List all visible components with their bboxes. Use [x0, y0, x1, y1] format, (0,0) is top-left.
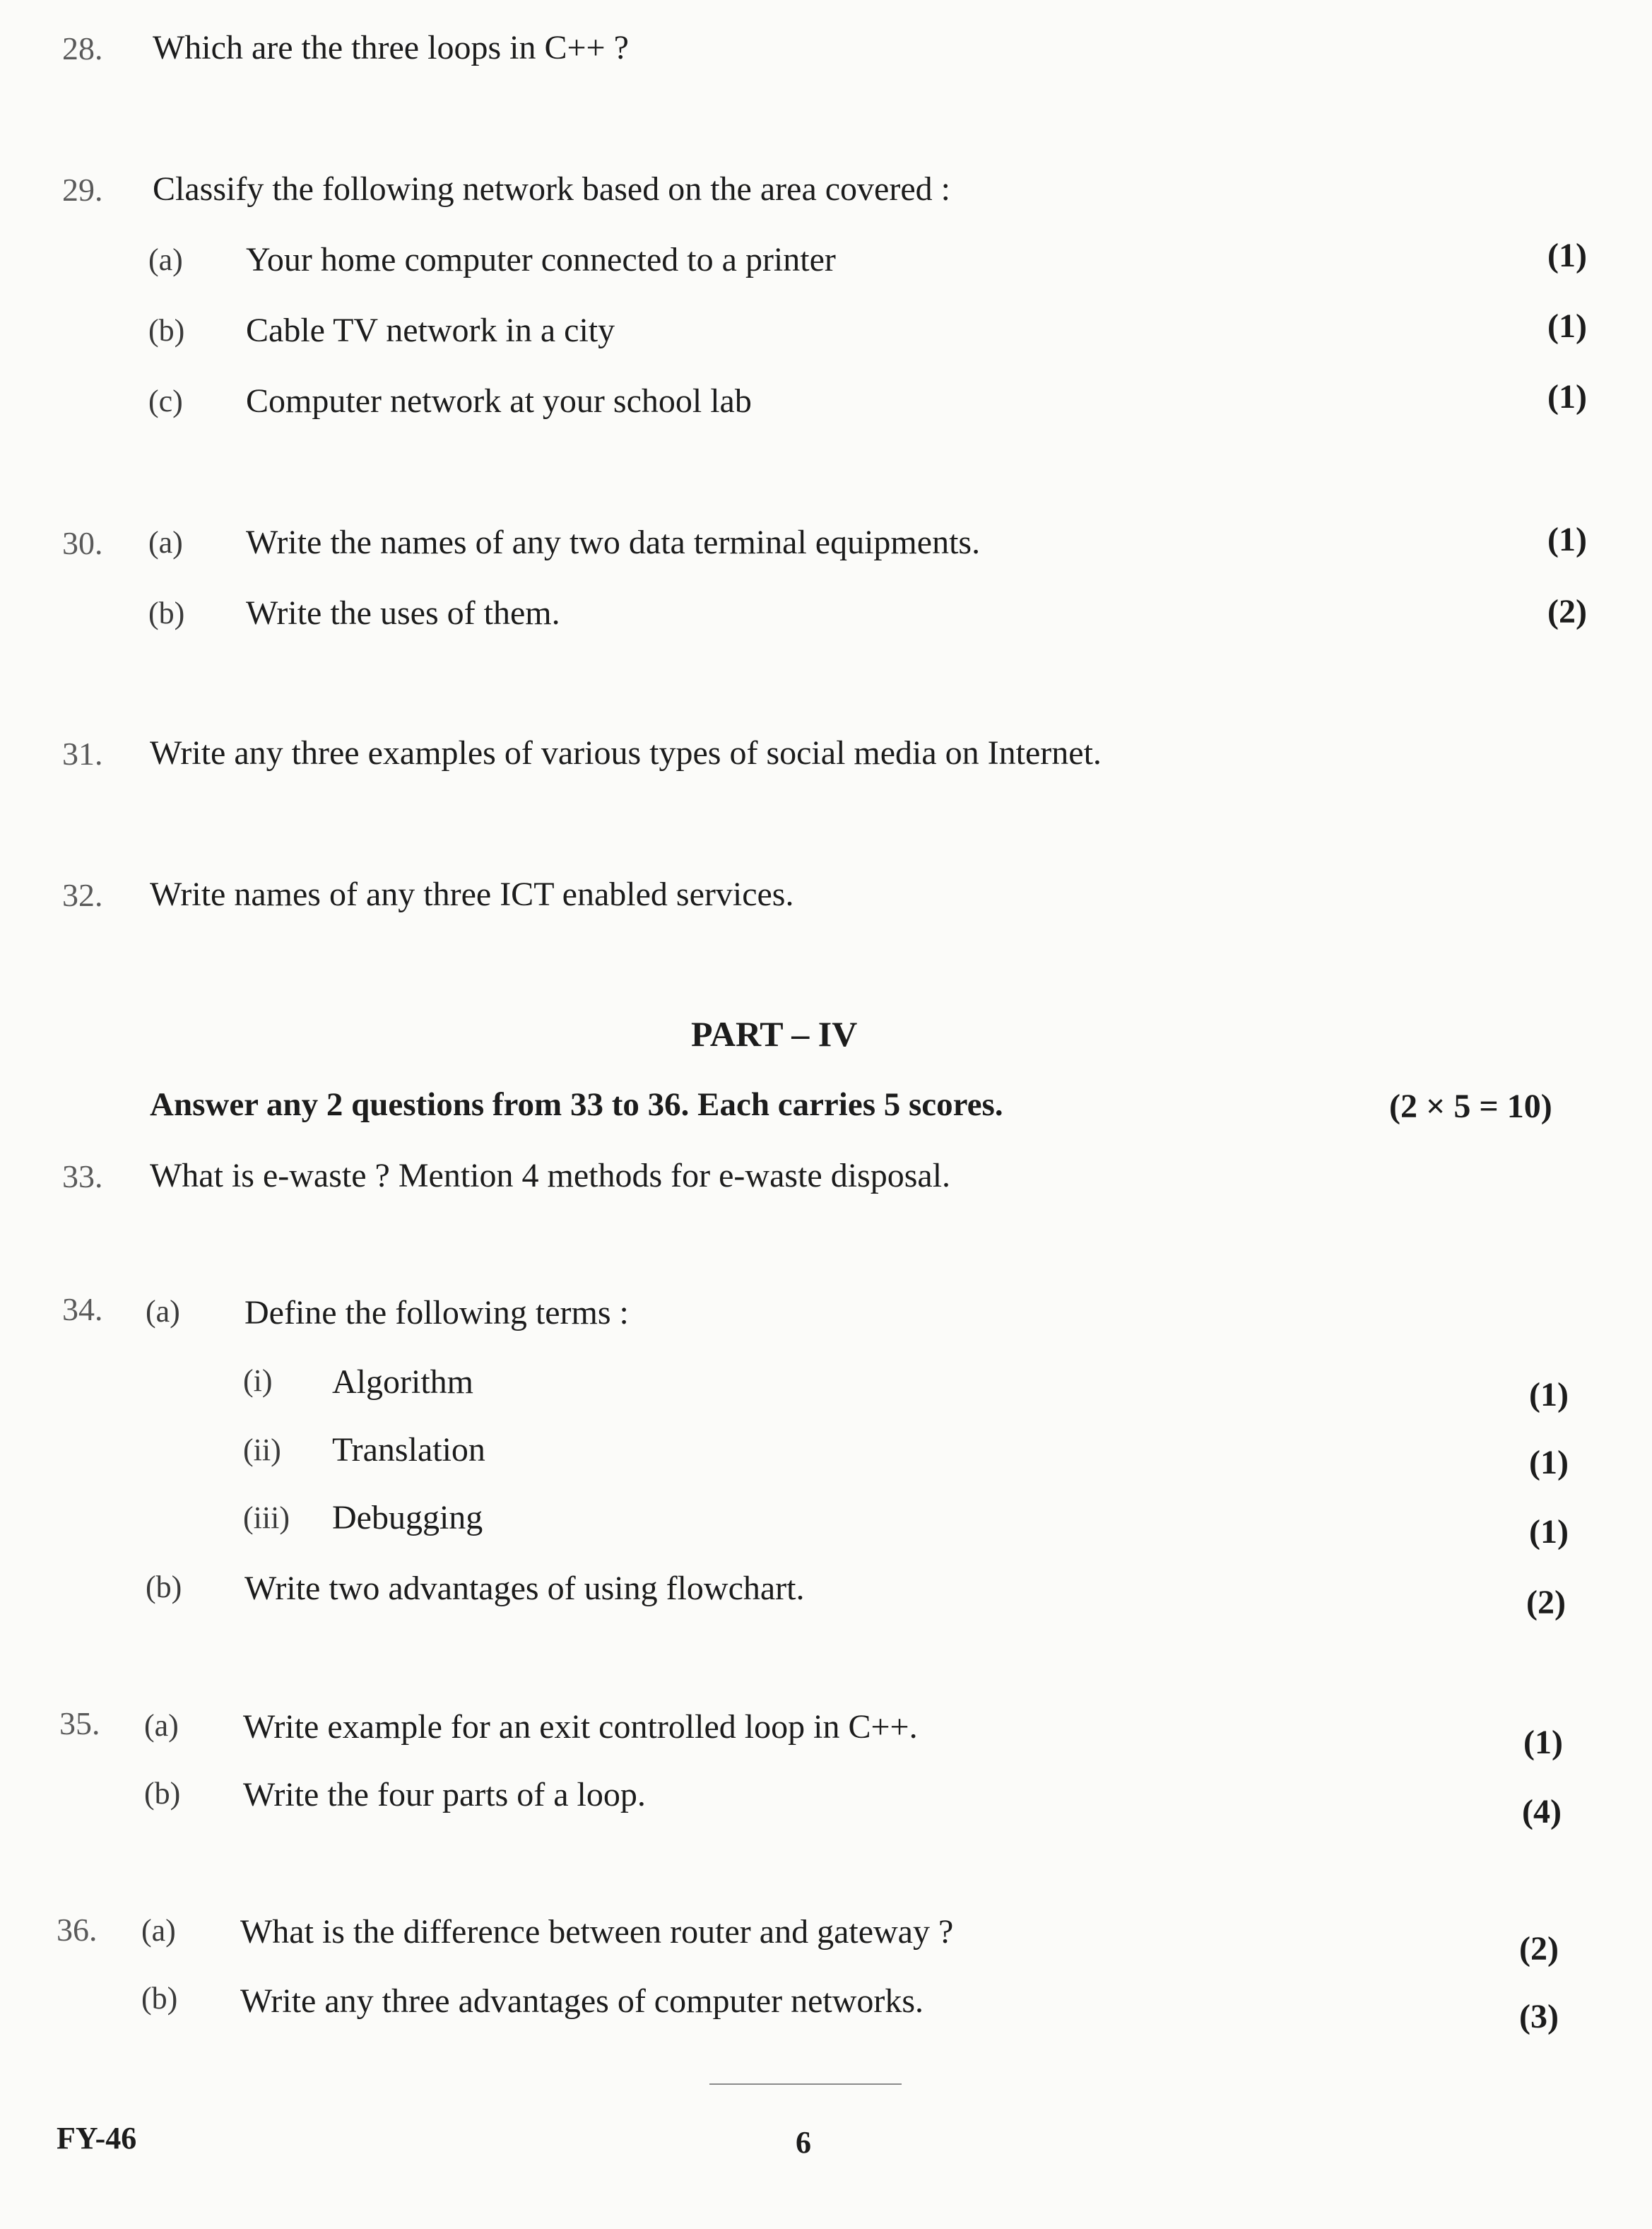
- question-number: 32.: [62, 877, 103, 913]
- part-text: What is the difference between router and gateway ?: [240, 1913, 954, 1951]
- question-number: 29.: [62, 172, 103, 208]
- subpart-label: (ii): [243, 1433, 281, 1467]
- part-label: (a): [146, 1294, 180, 1329]
- part-text: Cable TV network in a city: [246, 312, 615, 349]
- question-text: Write any three examples of various types of social media on Internet.: [150, 734, 1102, 772]
- subpart-label: (i): [243, 1363, 273, 1398]
- part-marks: (3): [1519, 1998, 1559, 2035]
- part-text: Define the following terms :: [244, 1294, 629, 1331]
- part-marks: (4): [1522, 1793, 1562, 1830]
- part-marks: (2): [1547, 593, 1587, 630]
- question-number: 33.: [62, 1158, 103, 1194]
- subpart-label: (iii): [243, 1500, 290, 1535]
- question-number: 31.: [62, 736, 103, 772]
- part-marks: (1): [1529, 1444, 1569, 1481]
- section-marks: (2 × 5 = 10): [1389, 1088, 1552, 1125]
- part-marks: (1): [1529, 1513, 1569, 1551]
- question-number: 35.: [59, 1705, 100, 1741]
- section-heading: PART – IV: [691, 1014, 858, 1054]
- part-label: (a): [144, 1708, 179, 1743]
- end-divider: [709, 2083, 902, 2085]
- part-text: Write any three advantages of computer networks.: [240, 1982, 924, 2020]
- part-label: (a): [141, 1913, 176, 1948]
- part-text: Your home computer connected to a printer: [246, 241, 836, 278]
- part-marks: (1): [1547, 521, 1587, 558]
- question-number: 30.: [62, 525, 103, 561]
- question-text: What is e-waste ? Mention 4 methods for e-waste disposal.: [150, 1157, 951, 1194]
- page-number: 6: [796, 2125, 811, 2160]
- part-marks: (2): [1519, 1930, 1559, 1968]
- part-text: Write example for an exit controlled loop in C++.: [243, 1708, 918, 1746]
- question-number: 36.: [57, 1912, 98, 1948]
- part-marks: (2): [1526, 1584, 1566, 1621]
- part-marks: (1): [1547, 307, 1587, 345]
- part-label: (a): [148, 242, 183, 277]
- question-number: 28.: [62, 30, 103, 66]
- part-marks: (1): [1547, 237, 1587, 274]
- part-marks: (1): [1529, 1376, 1569, 1413]
- subpart-text: Algorithm: [332, 1363, 473, 1401]
- paper-code: FY-46: [57, 2121, 137, 2156]
- subpart-text: Translation: [332, 1431, 485, 1469]
- part-label: (b): [148, 313, 185, 348]
- part-text: Computer network at your school lab: [246, 382, 752, 420]
- part-label: (b): [141, 1981, 178, 2016]
- part-label: (c): [148, 384, 183, 418]
- part-text: Write two advantages of using flowchart.: [244, 1570, 805, 1607]
- subpart-text: Debugging: [332, 1499, 483, 1536]
- part-text: Write the names of any two data terminal equipments.: [246, 524, 981, 561]
- part-text: Write the uses of them.: [246, 594, 560, 632]
- section-instruction: Answer any 2 questions from 33 to 36. Each carries 5 scores.: [150, 1086, 1003, 1123]
- question-number: 34.: [62, 1291, 103, 1327]
- question-text: Classify the following network based on the area covered :: [153, 170, 950, 208]
- question-text: Which are the three loops in C++ ?: [153, 29, 629, 66]
- part-label: (b): [144, 1776, 181, 1811]
- part-marks: (1): [1523, 1724, 1563, 1761]
- part-label: (a): [148, 525, 183, 560]
- part-marks: (1): [1547, 378, 1587, 416]
- part-label: (b): [148, 596, 185, 630]
- part-label: (b): [146, 1570, 182, 1604]
- part-text: Write the four parts of a loop.: [243, 1776, 646, 1813]
- question-text: Write names of any three ICT enabled services.: [150, 876, 794, 913]
